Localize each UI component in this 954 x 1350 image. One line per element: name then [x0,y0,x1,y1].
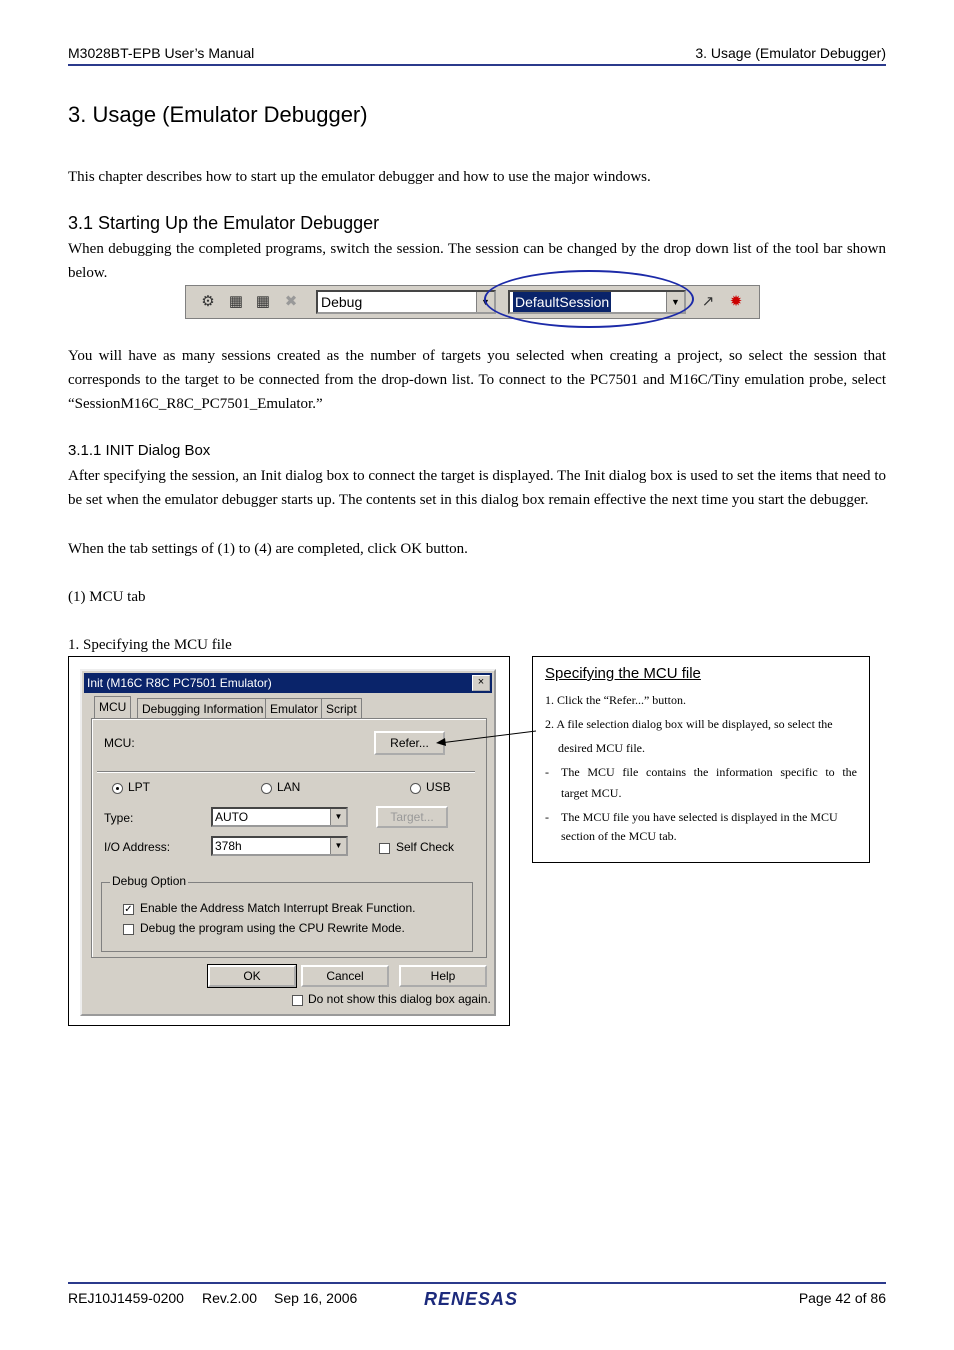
footer-date: Sep 16, 2006 [274,1290,358,1306]
intro-paragraph: This chapter describes how to start up the emulator debugger and how to use the major windows. [68,169,651,185]
lpt-radio[interactable] [112,783,123,794]
disconnect-icon[interactable]: ✹ [729,294,743,310]
address-match-label: Enable the Address Match Interrupt Break Function. [140,901,416,915]
tab-emulator[interactable]: Emulator [265,698,323,719]
footer-rule [68,1282,886,1284]
debug-option-label: Debug Option [112,874,187,888]
refer-button[interactable]: Refer... [374,731,445,755]
debug-option-group [101,874,473,952]
tab-script[interactable]: Script [321,698,362,719]
ok-button[interactable]: OK [208,965,296,987]
callout-note1a: The MCU file contains the information specific to the [561,765,857,779]
chevron-down-icon[interactable]: ▼ [666,292,684,312]
batch-build-icon[interactable]: ▦ [255,294,271,310]
address-match-checkbox[interactable]: ✓ [124,904,133,915]
callout-note1b: target MCU. [561,786,622,800]
session-highlight-ellipse [484,270,694,328]
callout-line1: 1. Click the “Refer...” button. [545,693,686,707]
footer-page: Page 42 of 86 [798,1290,886,1306]
chevron-down-icon[interactable]: ▼ [476,292,494,312]
footer-rev: Rev.2.00 [202,1290,257,1306]
callout-note1-cont [545,784,857,802]
lan-radio[interactable] [261,783,272,794]
callout-line2a: 2. A file selection dialog box will be displayed, so select the [545,717,833,731]
callout-line2b: desired MCU file. [558,741,645,755]
callout-note1 [545,760,857,784]
close-icon[interactable]: × [472,675,490,691]
chevron-down-icon[interactable]: ▼ [330,809,346,825]
tab-mcu[interactable]: MCU [94,696,131,720]
mcu-tab-heading: (1) MCU tab [68,589,146,605]
target-button[interactable]: Target... [376,806,448,828]
mcu-tab-panel [91,718,487,958]
self-check-label: Self Check [396,840,455,854]
dont-show-label: Do not show this dialog box again. [308,992,491,1006]
build-all-icon[interactable]: ▦ [228,294,244,310]
dash-marker: - [545,810,549,824]
section-3-1-p1: When debugging the completed programs, switch the session. The session can be changed by the drop down list of the tool bar shown below. [68,241,886,281]
chevron-down-icon[interactable]: ▼ [330,838,346,854]
section-3-1-1-p1: After specifying the session, an Init dialog box to connect the target is displayed. The Init dialog box is used to set the items that need to be set when the emulator debugger starts up. The contents set in this dialog box remain effective the next time you start the debugger. [68,468,886,508]
callout-arrow [430,725,540,750]
section-3-1-1-p2: When the tab settings of (1) to (4) are completed, click OK button. [68,541,468,557]
chapter-title: 3. Usage (Emulator Debugger) [68,102,368,127]
help-button[interactable]: Help [399,965,487,987]
io-address-value: 378h [215,839,242,853]
section-3-1-title: 3.1 Starting Up the Emulator Debugger [68,213,380,233]
lpt-label: LPT [128,780,151,794]
build-icon[interactable]: ⚙ [201,294,215,310]
dash-marker: - [545,765,549,779]
configuration-combo[interactable] [316,290,496,314]
renesas-logo: RENESAS [424,1289,519,1309]
dialog-title: Init (M16C R8C PC7501 Emulator) [87,676,272,690]
configuration-value: Debug [321,294,363,310]
section-3-1-p2: You will have as many sessions created as the number of targets you selected when creating a project, so select the session that corresponds to the target to be connected from the drop-down list. To connect to the PC7501 and M16C/Tiny emulation probe, select “SessionM16C_R8C_PC7501_Emulator.” [68,348,886,412]
header-left: M3028BT-EPB User’s Manual [68,45,255,61]
callout-box [532,656,870,863]
section-3-1-1-title: 3.1.1 INIT Dialog Box [68,442,211,459]
dont-show-checkbox[interactable] [292,995,303,1006]
footer-doc-id: REJ10J1459-0200 [68,1290,184,1306]
type-select[interactable] [211,807,348,827]
connect-icon[interactable]: ↗ [701,294,715,310]
io-address-label: I/O Address: [104,840,171,854]
usb-radio[interactable] [410,783,421,794]
header-rule [68,64,886,66]
usb-label: USB [426,780,451,794]
self-check-checkbox[interactable] [379,843,390,854]
callout-note2 [545,806,857,828]
cpu-rewrite-label: Debug the program using the CPU Rewrite Mode. [140,921,405,935]
step-heading: 1. Specifying the MCU file [68,637,232,653]
cancel-button[interactable]: Cancel [301,965,389,987]
callout-note2b: section of the MCU tab. [561,829,677,843]
callout-note2a: The MCU file you have selected is displayed in the MCU [561,810,838,824]
io-address-select[interactable] [211,836,348,856]
tab-debugging-information[interactable]: Debugging Information [137,698,268,719]
callout-note2-cont [545,828,857,844]
header-right: 3. Usage (Emulator Debugger) [695,45,886,61]
callout-title: Specifying the MCU file [545,665,701,682]
session-value: DefaultSession [515,294,610,310]
stop-build-icon[interactable]: ✖ [284,294,298,310]
cpu-rewrite-checkbox[interactable] [123,924,134,935]
type-label: Type: [104,811,134,825]
dialog-titlebar [84,673,492,693]
lan-label: LAN [277,780,301,794]
divider [97,771,475,773]
type-value: AUTO [215,810,249,824]
init-dialog [80,669,496,1016]
mcu-label: MCU: [104,736,135,750]
